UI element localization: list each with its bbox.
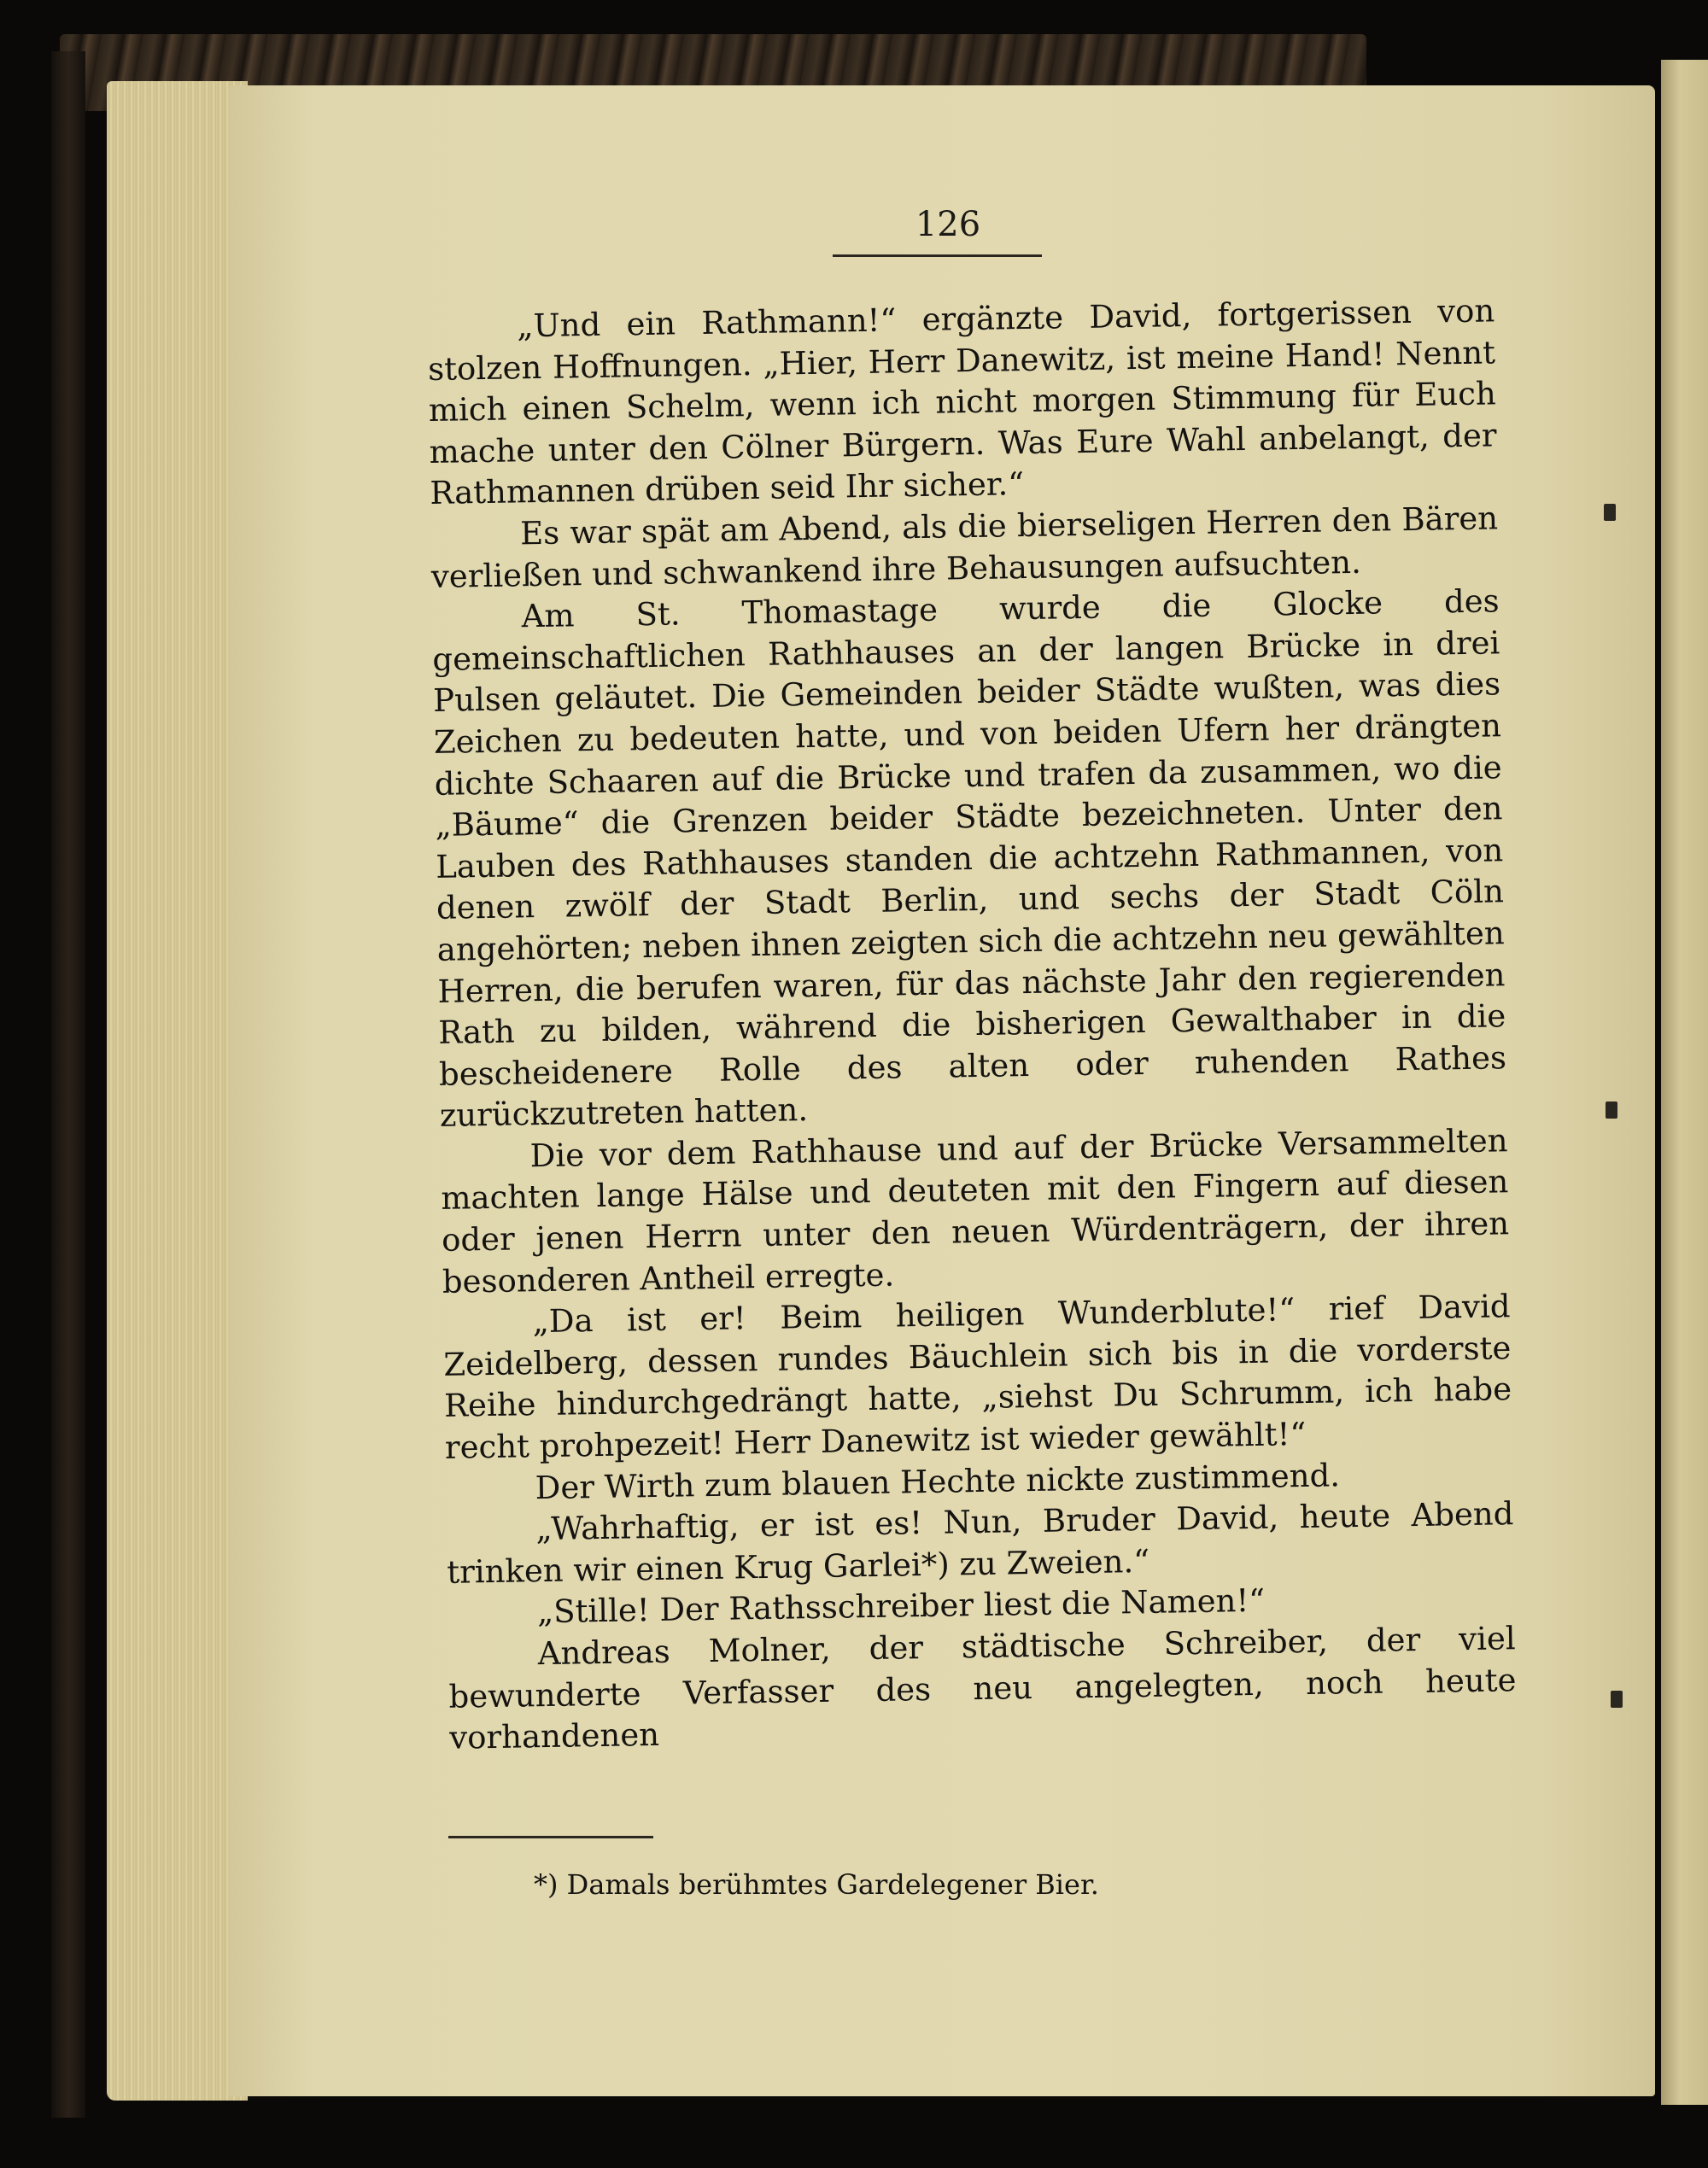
footnote-rule [448, 1836, 653, 1838]
page-mark [1604, 504, 1616, 521]
header-rule [833, 254, 1042, 257]
page-number: 126 [915, 205, 981, 244]
page-mark [1611, 1691, 1623, 1708]
paragraph: Am St. Thomastage wurde die Glocke des gemeinschaftlichen Rathhauses an der langen Brücke in drei Pulsen geläutet. Die Gemeinden beider Städte wußten, was dies Zeichen zu bedeuten hatte, und von beiden Ufern her drängten dichte Schaaren auf die Brücke und trafen da zusammen, wo die „Bäume“ die Grenzen beider Städte bezeichneten. Unter den Lauben des Rathhauses standen die achtzehn Rathmannen, von denen zwölf der Stadt Berlin, und sechs der Stadt Cöln angehörten; neben ihnen zeigten sich die achtzehn neu gewählten Herren, die berufen waren, für das nächste Jahr den regierenden Rath zu bilden, während die bisherigen Gewalthaber in die bescheidenere Rolle des alten oder ruhenden Rathes zurückzutreten hatten. [432, 582, 1507, 1135]
page-text [427, 290, 1518, 1759]
paragraph: „Und ein Rathmann!“ ergänzte David, fortgerissen von stolzen Hoffnungen. „Hier, Herr Danewitz, ist meine Hand! Nennt mich einen Schelm, wenn ich nicht morgen Stimmung für Euch mache unter den Cölner Bürgern. Was Eure Wahl anbelangt, der Rathmannen drüben seid Ihr sicher.“ [427, 292, 1497, 512]
page-mark [1606, 1102, 1617, 1119]
footnote: *) Damals berühmtes Gardelegener Bier. [534, 1868, 1099, 1901]
paragraph: Es war spät am Abend, als die bierseligen Herren den Bären verließen und schwankend ihre Behausungen aufsuchten. [430, 500, 1499, 595]
page-edges [107, 81, 248, 2101]
paragraph: „Da ist er! Beim heiligen Wunderblute!“ rief David Zeidelberg, dessen rundes Bäuchlein sich bis in die vorderste Reihe hindurchgedrängt hatte, „siehst Du Schrumm, ich habe recht prohpezeit! Herr Danewitz ist wieder gewählt!“ [443, 1288, 1512, 1466]
paragraph: Andreas Molner, der städtische Schreiber, der viel bewunderte Verfasser des neu angelegten, noch heute vorhandenen [448, 1620, 1517, 1756]
paragraph: „Stille! Der Rathsschreiber liest die Namen!“ [536, 1582, 1266, 1631]
book-spine [51, 51, 85, 2118]
facing-page-edge [1661, 60, 1708, 2105]
paragraph: „Wahrhaftig, er ist es! Nun, Bruder David, heute Abend trinken wir einen Krug Garlei*) zu Zweien.“ [446, 1495, 1514, 1591]
paragraph: Der Wirth zum blauen Hechte nickte zustimmend. [535, 1457, 1341, 1506]
paragraph: Die vor dem Rathhause und auf der Brücke Versammelten machten lange Hälse und deuteten mit den Fingern auf diesen oder jenen Herrn unter den neuen Würdenträgern, der ihren besonderen Antheil erregte. [441, 1122, 1510, 1300]
